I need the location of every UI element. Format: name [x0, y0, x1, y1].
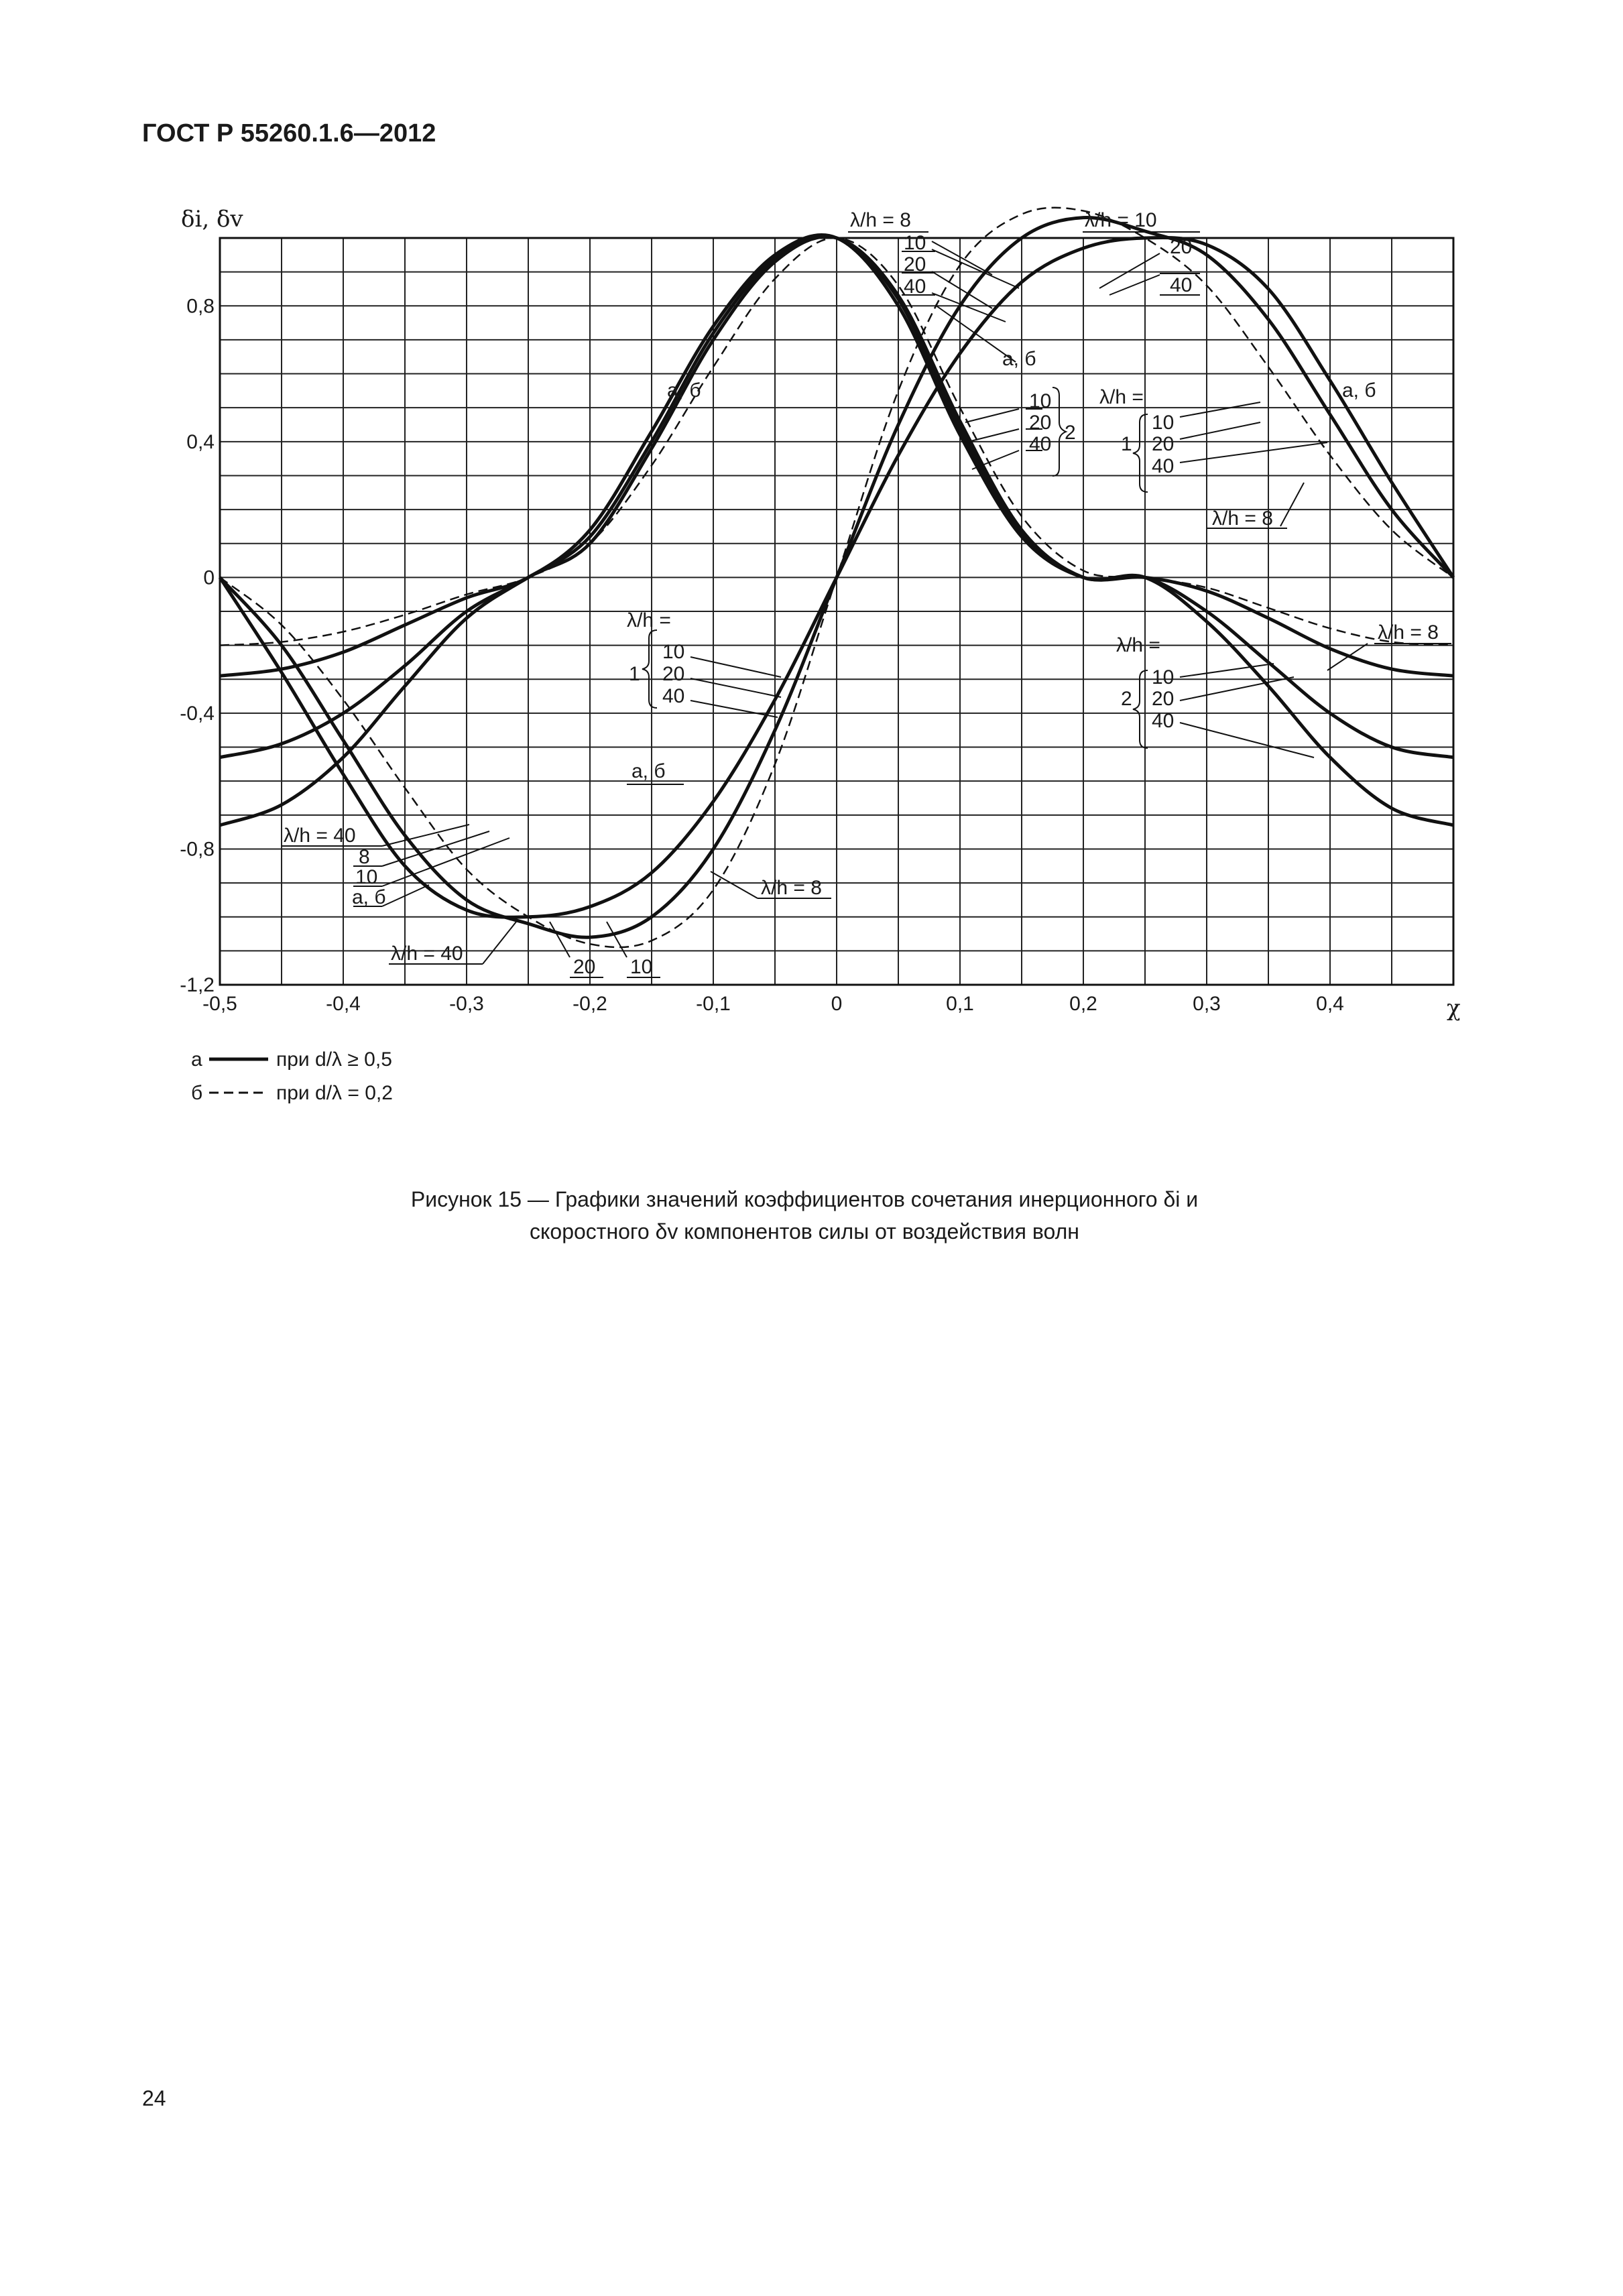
- x-tick-label: 0: [831, 993, 843, 1015]
- legend-b-key: б: [191, 1082, 203, 1104]
- y-tick-label: 0,4: [186, 430, 215, 453]
- ann-grp1r-20: 20: [1152, 433, 1175, 455]
- ann-grp1l-10: 10: [662, 641, 685, 663]
- ann-right-ab: а, б: [1342, 379, 1376, 402]
- ann-grp2r-40: 40: [1152, 710, 1175, 732]
- x-tick-label: -0,5: [202, 993, 237, 1015]
- x-axis-label: χ: [1447, 995, 1461, 1022]
- ann-bot-10b: 10: [630, 956, 653, 978]
- y-tick-label: 0: [203, 566, 215, 589]
- ann-top-20: 20: [904, 253, 926, 276]
- ann-grp2r-num: 2: [1121, 688, 1132, 710]
- ann-bot-lh40: λ/h = 40: [284, 825, 356, 847]
- legend-b-text: при d/λ = 0,2: [276, 1082, 393, 1104]
- ann-lower-lh8: λ/h = 8: [761, 877, 822, 899]
- ann-grp1l-20: 20: [662, 663, 685, 685]
- x-tick-label: -0,4: [326, 993, 361, 1015]
- ann-top-r20: 20: [1170, 236, 1193, 258]
- document-header: ГОСТ Р 55260.1.6—2012: [142, 119, 436, 147]
- ann-grp1l-num: 1: [629, 663, 640, 685]
- ann-left-lh: λ/h =: [627, 609, 671, 631]
- legend-a-key: а: [191, 1048, 202, 1071]
- x-tick-label: 0,4: [1316, 993, 1344, 1015]
- y-tick-label: 0,8: [186, 295, 215, 318]
- ann-top-r40: 40: [1170, 274, 1193, 296]
- ann-grp2-num: 2: [1065, 422, 1076, 444]
- ann-right-lh8: λ/h = 8: [1212, 507, 1273, 530]
- legend: [191, 1048, 393, 1104]
- ann-rlow-lh8: λ/h = 8: [1378, 621, 1439, 644]
- ann-ab-center-top: а, б: [667, 379, 701, 402]
- y-tick-label: -0,8: [180, 838, 215, 861]
- ann-bot-lh40b: λ/h = 40: [391, 943, 463, 965]
- y-tick-label: -0,4: [180, 702, 215, 725]
- ann-grp1r-10: 10: [1152, 412, 1175, 434]
- figure-caption: [201, 1183, 1408, 1248]
- ann-right-lh: λ/h =: [1099, 386, 1144, 408]
- ann-bot-20: 20: [573, 956, 596, 978]
- ann-top-lh8: λ/h = 8: [850, 209, 911, 231]
- ann-bot-8: 8: [359, 846, 370, 868]
- ann-grp2-10: 10: [1029, 390, 1052, 412]
- legend-a-text: при d/λ ≥ 0,5: [276, 1048, 392, 1071]
- x-tick-label: -0,2: [573, 993, 607, 1015]
- ann-grp2-20: 20: [1029, 412, 1052, 434]
- ann-rlow-lh: λ/h =: [1116, 634, 1160, 656]
- x-tick-label: -0,1: [696, 993, 731, 1015]
- wave-force-chart: [0, 0, 1623, 1140]
- ann-ab-lower: а, б: [632, 760, 666, 782]
- ann-top-10: 10: [904, 232, 926, 254]
- ann-grp1r-num: 1: [1121, 433, 1132, 455]
- ann-grp2-40: 40: [1029, 433, 1052, 455]
- ann-grp2r-20: 20: [1152, 688, 1175, 710]
- x-tick-label: 0,1: [946, 993, 974, 1015]
- annotations: [282, 232, 1451, 977]
- page-number: 24: [142, 2086, 166, 2110]
- grid: [220, 238, 1453, 985]
- ann-top-lh10: λ/h = 10: [1085, 209, 1157, 231]
- ann-grp1r-40: 40: [1152, 455, 1175, 477]
- ann-grp2r-10: 10: [1152, 666, 1175, 688]
- caption-line-2: скоростного δv компонентов силы от воздействия волн: [530, 1219, 1079, 1244]
- ann-ab-mid-top: а, б: [1002, 348, 1036, 370]
- ann-bot-ab: а, б: [352, 886, 386, 908]
- x-tick-label: 0,3: [1193, 993, 1221, 1015]
- y-tick-label: -1,2: [180, 974, 215, 996]
- ann-bot-10: 10: [355, 866, 378, 888]
- x-tick-label: -0,3: [449, 993, 484, 1015]
- ann-top-40: 40: [904, 276, 926, 298]
- y-axis-label: δi, δv: [181, 206, 243, 233]
- caption-line-1: Рисунок 15 — Графики значений коэффициентов сочетания инерционного δi и: [410, 1187, 1199, 1211]
- x-tick-label: 0,2: [1069, 993, 1097, 1015]
- ann-grp1l-40: 40: [662, 685, 685, 707]
